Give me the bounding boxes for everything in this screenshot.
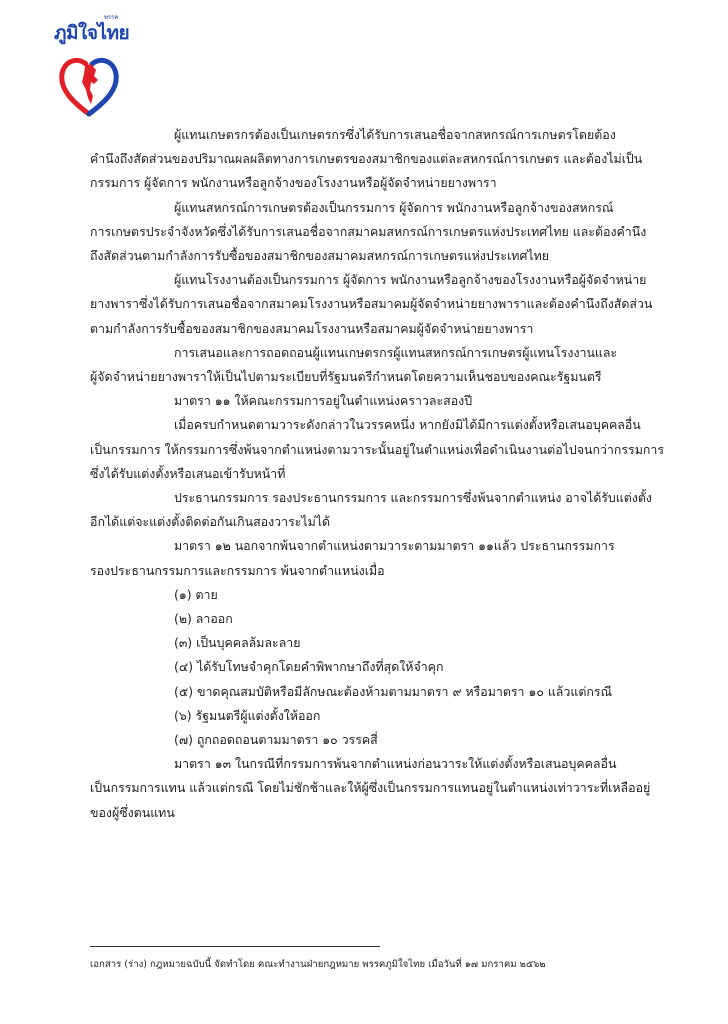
body-line: ของผู้ซึ่งตนแทน bbox=[90, 804, 175, 820]
body-line: (๗) ถูกถอดถอนตามมาตรา ๑๐ วรรคสี่ bbox=[174, 732, 378, 748]
body-line: มาตรา ๑๑ ให้คณะกรรมการอยู่ในตำแหน่งคราวละสองปี bbox=[174, 393, 473, 409]
document-body bbox=[90, 123, 664, 825]
body-line: ประธานกรรมการ รองประธานกรรมการ และกรรมการซึ่งพ้นจากตำแหน่ง อาจได้รับแต่งตั้ง bbox=[174, 490, 652, 506]
body-line: ซึ่งได้รับแต่งตั้งหรือเสนอเข้ารับหน้าที่ bbox=[90, 465, 286, 481]
body-line: เมื่อครบกำหนดตามวาระดังกล่าวในวรรคหนึ่ง หากยังมิได้มีการแต่งตั้งหรือเสนอบุคคลอื่น bbox=[174, 417, 641, 433]
body-line: ผู้แทนสหกรณ์การเกษตรต้องเป็นกรรมการ ผู้จัดการ พนักงานหรือลูกจ้างของสหกรณ์ bbox=[174, 199, 614, 215]
logo-sub-text: พรรค bbox=[104, 14, 119, 21]
body-line: มาตรา ๑๓ ในกรณีที่กรรมการพ้นจากตำแหน่งก่อนวาระให้แต่งตั้งหรือเสนอบุคคลอื่น bbox=[174, 756, 617, 772]
body-line: (๖) รัฐมนตรีผู้แต่งตั้งให้ออก bbox=[174, 707, 321, 723]
body-line: (๑) ตาย bbox=[174, 586, 218, 602]
body-line: การเสนอและการถอดถอนผู้แทนเกษตรกรผู้แทนสหกรณ์การเกษตรผู้แทนโรงงานและ bbox=[174, 344, 618, 360]
heart-map-icon bbox=[58, 52, 120, 118]
body-line: (๒) ลาออก bbox=[174, 611, 233, 627]
logo-text: ภูมิใจไทย bbox=[54, 22, 130, 44]
body-line: ยางพาราซึ่งได้รับการเสนอชื่อจากสมาคมโรงงานหรือสมาคมผู้จัดจำหน่ายยางพาราและต้องคำนึงถึงสัดส่วน bbox=[90, 296, 653, 312]
body-line: ผู้แทนโรงงานต้องเป็นกรรมการ ผู้จัดการ พนักงานหรือลูกจ้างของโรงงานหรือผู้จัดจำหน่าย bbox=[174, 272, 647, 288]
body-line: ผู้จัดจำหน่ายยางพาราให้เป็นไปตามระเบียบที่รัฐมนตรีกำหนดโดยความเห็นชอบของคณะรัฐมนตรี bbox=[90, 369, 602, 385]
body-line: ตามกำลังการรับซื้อของสมาชิกของสมาคมโรงงานหรือสมาคมผู้จัดจำหน่ายยางพารา bbox=[90, 320, 534, 336]
body-line: คำนึงถึงสัดส่วนของปริมาณผลผลิตทางการเกษตรของสมาชิกของแต่ละสหกรณ์การเกษตร และต้องไม่เป็น bbox=[90, 151, 643, 167]
body-line: (๔) ได้รับโทษจำคุกโดยคำพิพากษาถึงที่สุดให้จำคุก bbox=[174, 659, 444, 675]
body-line: มาตรา ๑๒ นอกจากพ้นจากตำแหน่งตามวาระตามมาตรา ๑๑แล้ว ประธานกรรมการ bbox=[174, 538, 615, 554]
body-line: ผู้แทนเกษตรกรต้องเป็นเกษตรกรซึ่งได้รับการเสนอชื่อจากสหกรณ์การเกษตรโดยต้อง bbox=[174, 127, 616, 142]
body-line: เป็นกรรมการแทน แล้วแต่กรณี โดยไม่ชักช้าและให้ผู้ซึ่งเป็นกรรมการแทนอยู่ในตำแหน่งเท่าวาระที่เหลืออยู่ bbox=[90, 780, 651, 796]
body-line: (๕) ขาดคุณสมบัติหรือมีลักษณะต้องห้ามตามมาตรา ๙ หรือมาตรา ๑๐ แล้วแต่กรณี bbox=[174, 683, 613, 699]
body-line: (๓) เป็นบุคคลล้มละลาย bbox=[174, 635, 301, 651]
body-line: รองประธานกรรมการและกรรมการ พ้นจากตำแหน่งเมื่อ bbox=[90, 562, 385, 578]
body-line: การเกษตรประจำจังหวัดซึ่งได้รับการเสนอชื่อจากสมาคมสหกรณ์การเกษตรแห่งประเทศไทย และต้องคำนึง bbox=[90, 223, 647, 239]
body-line: เป็นกรรมการ ให้กรรมการซึ่งพ้นจากตำแหน่งตามวาระนั้นอยู่ในตำแหน่งเพื่อดำเนินงานต่อไปจนกว่ากรรมการ bbox=[90, 441, 664, 457]
party-logo bbox=[44, 12, 134, 112]
body-line: อีกได้แต่จะแต่งตั้งติดต่อกันเกินสองวาระไม่ได้ bbox=[90, 514, 331, 530]
body-line: ถึงสัดส่วนตามกำลังการรับซื้อของสมาชิกของสมาคมสหกรณ์การเกษตรแห่งประเทศไทย bbox=[90, 248, 549, 264]
body-line: กรรมการ ผู้จัดการ พนักงานหรือลูกจ้างของโรงงานหรือผู้จัดจำหน่ายยางพารา bbox=[90, 175, 497, 191]
footnote: เอกสาร (ร่าง) กฎหมายฉบับนี้ จัดทำโดย คณะทำงานฝ่ายกฎหมาย พรรคภูมิใจไทย เมื่อวันที่ ๑๗ มกราคม ๒๕๖๒ bbox=[90, 959, 546, 970]
footnote-divider bbox=[90, 946, 380, 947]
